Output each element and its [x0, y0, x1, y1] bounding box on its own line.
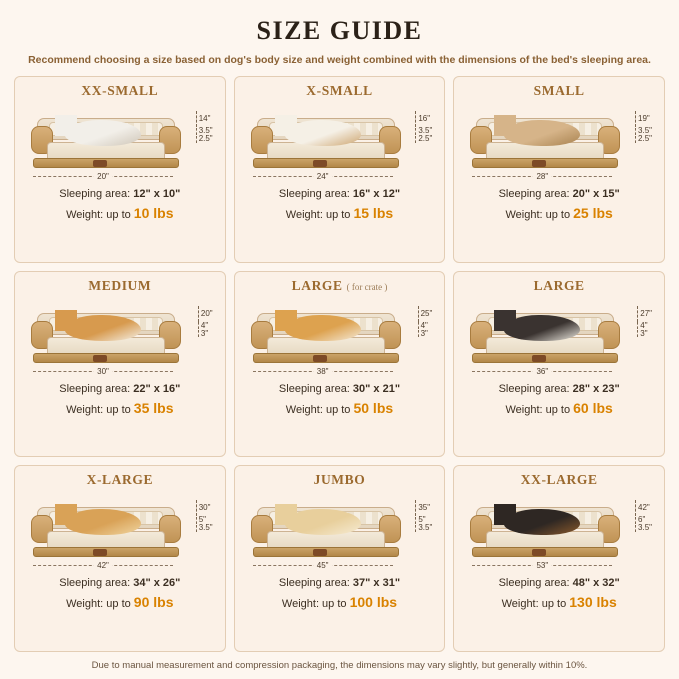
sleeping-area-label: Sleeping area: [498, 188, 573, 200]
dog-bed-graphic [251, 507, 401, 557]
bed-illustration [243, 298, 437, 376]
size-name-label: XX-LARGE [520, 472, 598, 488]
size-card-title [87, 472, 153, 488]
dog-bed-graphic [31, 313, 181, 363]
size-card-medium[interactable] [14, 271, 226, 458]
sleeping-area-label: Sleeping area: [59, 188, 134, 200]
sleeping-area-value: 37" x 31" [352, 577, 401, 590]
dog-head-corgi [55, 310, 77, 331]
bed-illustration [462, 298, 656, 376]
height-label-1: 30" [196, 500, 211, 516]
height-label-1: 19" [635, 111, 650, 127]
weight-label: Weight: up to [501, 598, 570, 611]
weight-label: Weight: up to [66, 208, 134, 221]
height-dimensions [198, 306, 213, 338]
bed-width-label: 30" [94, 367, 112, 376]
weight-value: 15 lbs [353, 204, 394, 221]
width-dimension [33, 366, 173, 376]
size-card-specs [279, 187, 400, 224]
height-label-3: 3.5" [635, 524, 652, 532]
weight-row [279, 203, 400, 224]
weight-row [59, 398, 180, 419]
sleeping-area-row [499, 382, 620, 398]
size-card-specs [499, 382, 620, 419]
bed-illustration [23, 492, 217, 570]
page-subtitle: Recommend choosing a size based on dog's body size and weight combined with the dimensions of the bed's sleeping area. [28, 54, 651, 66]
weight-row [279, 398, 400, 419]
dog-bed-graphic [31, 507, 181, 557]
size-card-x-large[interactable] [14, 465, 226, 652]
height-label-3: 3" [198, 330, 208, 338]
bed-illustration [23, 298, 217, 376]
height-dimensions [415, 111, 432, 143]
size-card-large[interactable] [453, 271, 665, 458]
sleeping-area-label: Sleeping area: [498, 382, 573, 395]
weight-value: 50 lbs [353, 399, 394, 416]
height-label-3: 3.5" [415, 524, 432, 532]
bed-width-label: 24" [314, 172, 332, 181]
height-label-2: 5" [415, 516, 425, 524]
bed-illustration [462, 492, 656, 570]
sleeping-area-label: Sleeping area: [278, 577, 353, 590]
brand-tag-icon [532, 355, 546, 362]
size-card-title [534, 278, 585, 294]
size-name-note: ( for crate ) [346, 281, 388, 292]
weight-row [499, 592, 620, 613]
weight-value: 10 lbs [133, 204, 174, 221]
sleeping-area-row [499, 187, 620, 203]
width-dimension [253, 560, 393, 570]
brand-tag-icon [93, 160, 107, 167]
height-label-2: 4" [198, 322, 208, 330]
bed-width-label: 20" [94, 172, 112, 181]
dog-illustration [277, 505, 369, 535]
weight-row [59, 592, 180, 613]
weight-value: 130 lbs [569, 594, 617, 611]
sleeping-area-row [279, 576, 400, 592]
size-name-label: LARGE [291, 277, 343, 293]
height-dimensions [196, 500, 213, 532]
footer-note: Due to manual measurement and compression packaging, the dimensions may vary slightly, but generally within 10%. [91, 660, 588, 671]
bed-width-label: 42" [94, 561, 112, 570]
dog-bed-graphic [251, 118, 401, 168]
dog-head-cat-white-tabby [55, 115, 77, 136]
size-card-xx-small[interactable] [14, 76, 226, 263]
sleeping-area-row [59, 576, 180, 592]
height-label-1: 25" [418, 306, 433, 322]
height-label-2: 5" [196, 516, 206, 524]
dog-bed-graphic [470, 118, 620, 168]
sleeping-area-row [59, 382, 180, 398]
height-label-2: 3.5" [635, 127, 652, 135]
size-card-specs [279, 382, 400, 419]
size-card-xx-large[interactable] [453, 465, 665, 652]
size-card-title [521, 472, 598, 488]
size-name-label: X-LARGE [86, 472, 154, 488]
size-card-small[interactable] [453, 76, 665, 263]
width-dimension [472, 560, 612, 570]
size-card-x-small[interactable] [234, 76, 446, 263]
weight-value: 90 lbs [133, 594, 174, 611]
brand-tag-icon [93, 355, 107, 362]
size-name-label: X-SMALL [306, 83, 373, 98]
size-card-jumbo[interactable] [234, 465, 446, 652]
height-label-3: 3.5" [196, 524, 213, 532]
bed-illustration [23, 103, 217, 181]
weight-label: Weight: up to [66, 403, 134, 416]
height-label-1: 35" [415, 500, 430, 516]
size-card-large[interactable] [234, 271, 446, 458]
sleeping-area-row [279, 187, 400, 203]
dog-illustration [496, 116, 588, 146]
height-label-2: 6" [635, 516, 645, 524]
weight-label: Weight: up to [66, 598, 134, 611]
dog-bed-graphic [470, 313, 620, 363]
size-card-title [314, 472, 366, 488]
sleeping-area-row [59, 187, 180, 203]
width-dimension [472, 171, 612, 181]
width-dimension [253, 171, 393, 181]
weight-label: Weight: up to [505, 403, 574, 416]
height-label-3: 3" [637, 330, 647, 338]
height-label-2: 4" [637, 322, 647, 330]
height-dimensions [418, 306, 433, 338]
weight-label: Weight: up to [285, 403, 354, 416]
size-card-title [292, 278, 388, 294]
size-card-specs [59, 187, 180, 224]
height-dimensions [635, 111, 652, 143]
dog-head-rottweiler [494, 504, 516, 525]
size-name-label: MEDIUM [88, 277, 152, 293]
dog-illustration [496, 311, 588, 341]
size-card-specs [279, 576, 400, 613]
weight-row [59, 203, 180, 224]
bed-width-label: 36" [533, 367, 551, 376]
bed-illustration [462, 103, 656, 181]
size-name-label: SMALL [533, 83, 585, 98]
height-label-2: 4" [418, 322, 428, 330]
height-label-3: 2.5" [635, 135, 652, 143]
size-card-specs [499, 576, 620, 613]
sleeping-area-value: 34" x 26" [133, 577, 181, 590]
height-label-3: 2.5" [415, 135, 432, 143]
brand-tag-icon [532, 549, 546, 556]
dog-bed-graphic [31, 118, 181, 168]
size-card-title [306, 83, 372, 99]
size-card-title [534, 83, 585, 99]
width-dimension [33, 560, 173, 570]
size-card-grid [14, 76, 665, 652]
dog-illustration [57, 505, 149, 535]
weight-row [499, 398, 620, 419]
width-dimension [253, 366, 393, 376]
page-title: SIZE GUIDE [256, 16, 423, 45]
size-card-title [88, 278, 151, 294]
brand-tag-icon [532, 160, 546, 167]
height-dimensions [415, 500, 432, 532]
dog-head-golden-retriever [55, 504, 77, 525]
dog-illustration [277, 311, 369, 341]
weight-row [499, 203, 620, 224]
height-dimensions [196, 111, 213, 143]
sleeping-area-label: Sleeping area: [278, 188, 353, 200]
size-name-label: LARGE [533, 277, 585, 293]
brand-tag-icon [93, 549, 107, 556]
bed-illustration [243, 103, 437, 181]
dog-bed-graphic [251, 313, 401, 363]
height-label-2: 3.5" [196, 127, 213, 135]
sleeping-area-value: 20" x 15" [572, 188, 620, 200]
weight-value: 100 lbs [349, 594, 398, 611]
dog-head-shiba-inu [275, 310, 297, 331]
dog-bed-graphic [470, 507, 620, 557]
sleeping-area-value: 22" x 16" [133, 382, 181, 395]
brand-tag-icon [313, 549, 327, 556]
weight-label: Weight: up to [505, 208, 574, 221]
width-dimension [472, 366, 612, 376]
bed-width-label: 45" [314, 561, 332, 570]
size-name-label: XX-SMALL [81, 83, 159, 98]
sleeping-area-label: Sleeping area: [498, 577, 573, 590]
weight-label: Weight: up to [285, 208, 354, 221]
bed-illustration [243, 492, 437, 570]
height-label-3: 3" [418, 330, 428, 338]
height-label-2: 3.5" [415, 127, 432, 135]
dog-illustration [57, 311, 149, 341]
dog-illustration [277, 116, 369, 146]
weight-value: 25 lbs [573, 204, 613, 221]
sleeping-area-value: 48" x 32" [572, 577, 620, 590]
weight-row [279, 592, 400, 613]
weight-label: Weight: up to [281, 598, 350, 611]
size-name-label: JUMBO [313, 472, 366, 488]
size-card-title [81, 83, 158, 99]
weight-value: 35 lbs [133, 399, 174, 416]
sleeping-area-value: 28" x 23" [572, 382, 620, 395]
height-label-1: 42" [635, 500, 650, 516]
height-label-1: 20" [198, 306, 213, 322]
size-card-specs [59, 382, 180, 419]
height-dimensions [635, 500, 652, 532]
sleeping-area-value: 12" x 10" [133, 188, 181, 200]
height-label-1: 27" [637, 306, 652, 322]
dog-head-labrador-yellow [275, 504, 297, 525]
dog-head-border-collie [494, 310, 516, 331]
weight-value: 60 lbs [573, 399, 613, 416]
dog-illustration [57, 116, 149, 146]
dog-illustration [496, 505, 588, 535]
width-dimension [33, 171, 173, 181]
sleeping-area-label: Sleeping area: [278, 382, 353, 395]
brand-tag-icon [313, 160, 327, 167]
height-dimensions [637, 306, 652, 338]
brand-tag-icon [313, 355, 327, 362]
sleeping-area-row [279, 382, 400, 398]
sleeping-area-value: 16" x 12" [352, 188, 401, 200]
sleeping-area-label: Sleeping area: [59, 382, 134, 395]
sleeping-area-label: Sleeping area: [59, 577, 134, 590]
sleeping-area-row [499, 576, 620, 592]
bed-width-label: 53" [533, 561, 551, 570]
height-label-3: 2.5" [196, 135, 213, 143]
height-label-1: 14" [196, 111, 211, 127]
height-label-1: 16" [415, 111, 430, 127]
dog-head-french-bulldog-tan [494, 115, 516, 136]
size-card-specs [59, 576, 180, 613]
sleeping-area-value: 30" x 21" [352, 382, 401, 395]
bed-width-label: 28" [533, 172, 551, 181]
bed-width-label: 38" [314, 367, 332, 376]
size-card-specs [499, 187, 620, 224]
dog-head-shih-tzu-white-tan [275, 115, 297, 136]
